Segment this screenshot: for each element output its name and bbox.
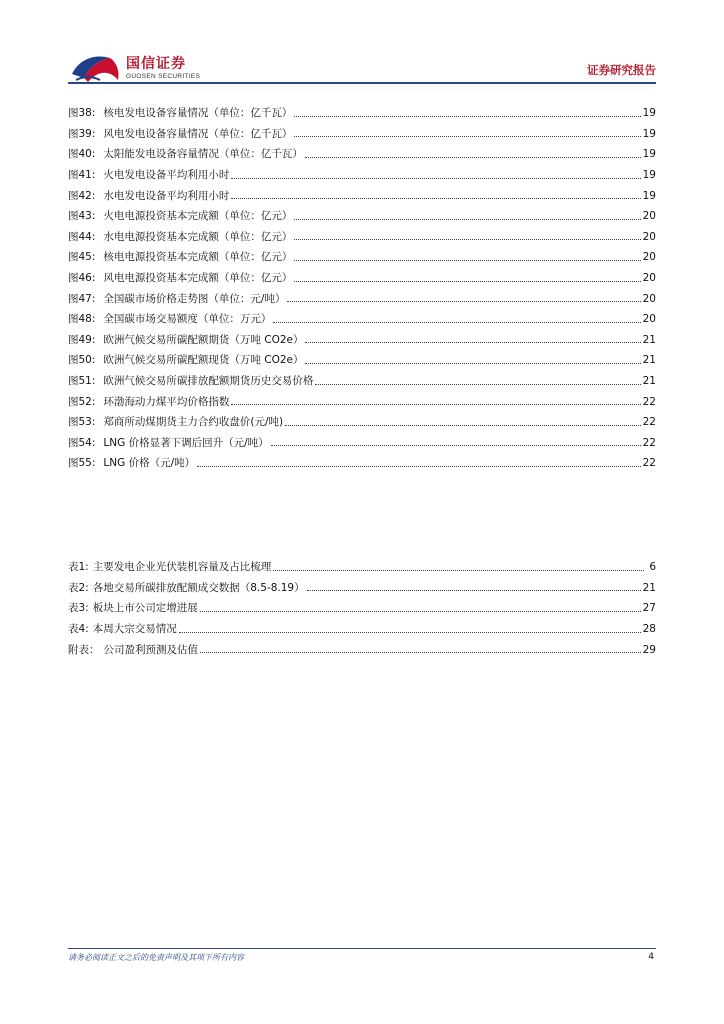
toc-label: 图43: bbox=[68, 210, 96, 223]
dot-leader bbox=[294, 239, 640, 240]
toc-figure-row[interactable] bbox=[68, 350, 656, 371]
toc-title: 公司盈利预测及估值 bbox=[103, 643, 198, 656]
toc-label: 图44: bbox=[68, 230, 96, 243]
toc-figure-row[interactable] bbox=[68, 309, 656, 330]
toc-page-number: 21 bbox=[642, 354, 656, 367]
toc-page-number: 22 bbox=[642, 395, 656, 408]
toc-label: 图54: bbox=[68, 436, 96, 449]
toc-page-number: 19 bbox=[642, 148, 656, 161]
page-header bbox=[0, 0, 724, 90]
toc-figure-row[interactable] bbox=[68, 103, 656, 124]
dot-leader bbox=[273, 570, 644, 571]
dot-leader bbox=[200, 611, 641, 612]
dot-leader bbox=[231, 404, 640, 405]
dot-leader bbox=[294, 136, 640, 137]
toc-title: 风电发电设备容量情况（单位：亿千瓦） bbox=[103, 127, 293, 140]
toc-figure-row[interactable] bbox=[68, 124, 656, 145]
toc-page-number: 28 bbox=[642, 623, 656, 636]
toc-page-number: 20 bbox=[642, 292, 656, 305]
dot-leader bbox=[271, 445, 641, 446]
toc-table-row[interactable] bbox=[68, 619, 656, 640]
toc-page-number: 27 bbox=[642, 602, 656, 615]
toc-title: 欧洲气候交易所碳排放配额期货历史交易价格 bbox=[103, 375, 314, 388]
toc-page-number: 22 bbox=[642, 416, 656, 429]
toc-title: 本周大宗交易情况 bbox=[92, 623, 177, 636]
toc-title: 欧洲气候交易所碳配额现货（万吨 CO2e） bbox=[103, 354, 304, 367]
dot-leader bbox=[231, 198, 640, 199]
figure-index-list bbox=[68, 103, 656, 474]
toc-page-number: 20 bbox=[642, 251, 656, 264]
toc-title: 火电发电设备平均利用小时 bbox=[103, 169, 230, 182]
toc-page-number: 19 bbox=[642, 107, 656, 120]
toc-page-number: 29 bbox=[642, 643, 656, 656]
toc-label: 图45: bbox=[68, 251, 96, 264]
toc-page-number: 20 bbox=[642, 272, 656, 285]
footer-page-number: 4 bbox=[648, 952, 654, 962]
toc-title: 主要发电企业光伏装机容量及占比梳理 bbox=[92, 561, 272, 574]
toc-title: 太阳能发电设备容量情况（单位：亿千瓦） bbox=[103, 148, 303, 161]
toc-figure-row[interactable] bbox=[68, 227, 656, 248]
toc-label: 图39: bbox=[68, 127, 96, 140]
toc-table-row[interactable] bbox=[68, 557, 656, 578]
toc-page-number: 20 bbox=[642, 210, 656, 223]
dot-leader bbox=[273, 322, 640, 323]
toc-page-number: 21 bbox=[642, 375, 656, 388]
toc-label: 图55: bbox=[68, 457, 96, 470]
toc-table-row[interactable] bbox=[68, 639, 656, 660]
toc-label: 图50: bbox=[68, 354, 96, 367]
toc-title: 核电发电设备容量情况（单位：亿千瓦） bbox=[103, 107, 293, 120]
toc-label: 图47: bbox=[68, 292, 96, 305]
toc-page-number: 19 bbox=[642, 189, 656, 202]
toc-figure-row[interactable] bbox=[68, 453, 656, 474]
toc-title: 板块上市公司定增进展 bbox=[92, 602, 198, 615]
toc-figure-row[interactable] bbox=[68, 371, 656, 392]
toc-label: 图38: bbox=[68, 107, 96, 120]
toc-page-number: 22 bbox=[642, 436, 656, 449]
toc-title: 各地交易所碳排放配额成交数据（8.5-8.19） bbox=[92, 581, 305, 594]
dot-leader bbox=[197, 466, 641, 467]
dot-leader bbox=[294, 260, 640, 261]
toc-label: 表2: bbox=[68, 581, 89, 594]
dot-leader bbox=[179, 632, 641, 633]
toc-page-number: 21 bbox=[642, 581, 656, 594]
toc-title: 核电电源投资基本完成额（单位：亿元） bbox=[103, 251, 293, 264]
toc-page-number: 19 bbox=[642, 169, 656, 182]
toc-page-number: 19 bbox=[642, 127, 656, 140]
toc-figure-row[interactable] bbox=[68, 288, 656, 309]
toc-label: 图42: bbox=[68, 189, 96, 202]
guosen-logo bbox=[70, 52, 210, 86]
dot-leader bbox=[294, 281, 640, 282]
toc-title: 环渤海动力煤平均价格指数 bbox=[103, 395, 230, 408]
toc-label: 图52: bbox=[68, 395, 96, 408]
dot-leader bbox=[200, 652, 641, 653]
dot-leader bbox=[285, 425, 640, 426]
toc-label: 图53: bbox=[68, 416, 96, 429]
toc-page-number: 21 bbox=[642, 333, 656, 346]
toc-title: 全国碳市场交易额度（单位：万元） bbox=[103, 313, 272, 326]
header-divider bbox=[68, 82, 656, 84]
toc-page-number: 6 bbox=[649, 561, 656, 574]
toc-title: 全国碳市场价格走势图（单位：元/吨） bbox=[103, 292, 286, 305]
dot-leader bbox=[294, 219, 640, 220]
toc-figure-row[interactable] bbox=[68, 391, 656, 412]
table-index-list bbox=[68, 557, 656, 660]
toc-label: 图40: bbox=[68, 148, 96, 161]
dot-leader bbox=[287, 301, 640, 302]
toc-page-number: 22 bbox=[642, 457, 656, 470]
toc-title: LNG 价格（元/吨） bbox=[103, 457, 196, 470]
toc-label: 表1: bbox=[68, 561, 89, 574]
toc-figure-row[interactable] bbox=[68, 247, 656, 268]
toc-label: 表4: bbox=[68, 623, 89, 636]
toc-label: 图46: bbox=[68, 272, 96, 285]
toc-label: 图51: bbox=[68, 375, 96, 388]
toc-table-row[interactable] bbox=[68, 578, 656, 599]
toc-title: 火电电源投资基本完成额（单位：亿元） bbox=[103, 210, 293, 223]
toc-figure-row[interactable] bbox=[68, 412, 656, 433]
toc-figure-row[interactable] bbox=[68, 185, 656, 206]
toc-title: 欧洲气候交易所碳配额期货（万吨 CO2e） bbox=[103, 333, 304, 346]
toc-figure-row[interactable] bbox=[68, 433, 656, 454]
toc-figure-row[interactable] bbox=[68, 144, 656, 165]
toc-figure-row[interactable] bbox=[68, 268, 656, 289]
toc-table-row[interactable] bbox=[68, 598, 656, 619]
toc-figure-row[interactable] bbox=[68, 330, 656, 351]
footer-divider bbox=[68, 948, 656, 949]
guosen-logo-icon bbox=[70, 52, 122, 84]
dot-leader bbox=[305, 363, 640, 364]
report-type-label: 证券研究报告 bbox=[587, 63, 656, 77]
dot-leader bbox=[294, 116, 640, 117]
toc-label: 图49: bbox=[68, 333, 96, 346]
toc-title: 水电电源投资基本完成额（单位：亿元） bbox=[103, 230, 293, 243]
logo-chinese-name: 国信证券 bbox=[126, 56, 186, 72]
toc-title: 水电发电设备平均利用小时 bbox=[103, 189, 230, 202]
toc-title: 郑商所动煤期货主力合约收盘价(元/吨) bbox=[103, 416, 284, 429]
toc-title: LNG 价格显著下调后回升（元/吨） bbox=[103, 436, 269, 449]
toc-title: 风电电源投资基本完成额（单位：亿元） bbox=[103, 272, 293, 285]
toc-label: 附表： bbox=[68, 643, 100, 656]
toc-label: 图48: bbox=[68, 313, 96, 326]
toc-figure-row[interactable] bbox=[68, 165, 656, 186]
dot-leader bbox=[231, 178, 640, 179]
dot-leader bbox=[315, 384, 640, 385]
dot-leader bbox=[305, 342, 640, 343]
toc-page-number: 20 bbox=[642, 313, 656, 326]
dot-leader bbox=[305, 157, 641, 158]
toc-page-number: 20 bbox=[642, 230, 656, 243]
toc-label: 表3: bbox=[68, 602, 89, 615]
logo-english-name: GUOSEN SECURITIES bbox=[126, 73, 201, 80]
footer-disclaimer: 请务必阅读正文之后的免责声明及其项下所有内容 bbox=[68, 953, 244, 962]
toc-label: 图41: bbox=[68, 169, 96, 182]
dot-leader bbox=[307, 590, 641, 591]
toc-figure-row[interactable] bbox=[68, 206, 656, 227]
